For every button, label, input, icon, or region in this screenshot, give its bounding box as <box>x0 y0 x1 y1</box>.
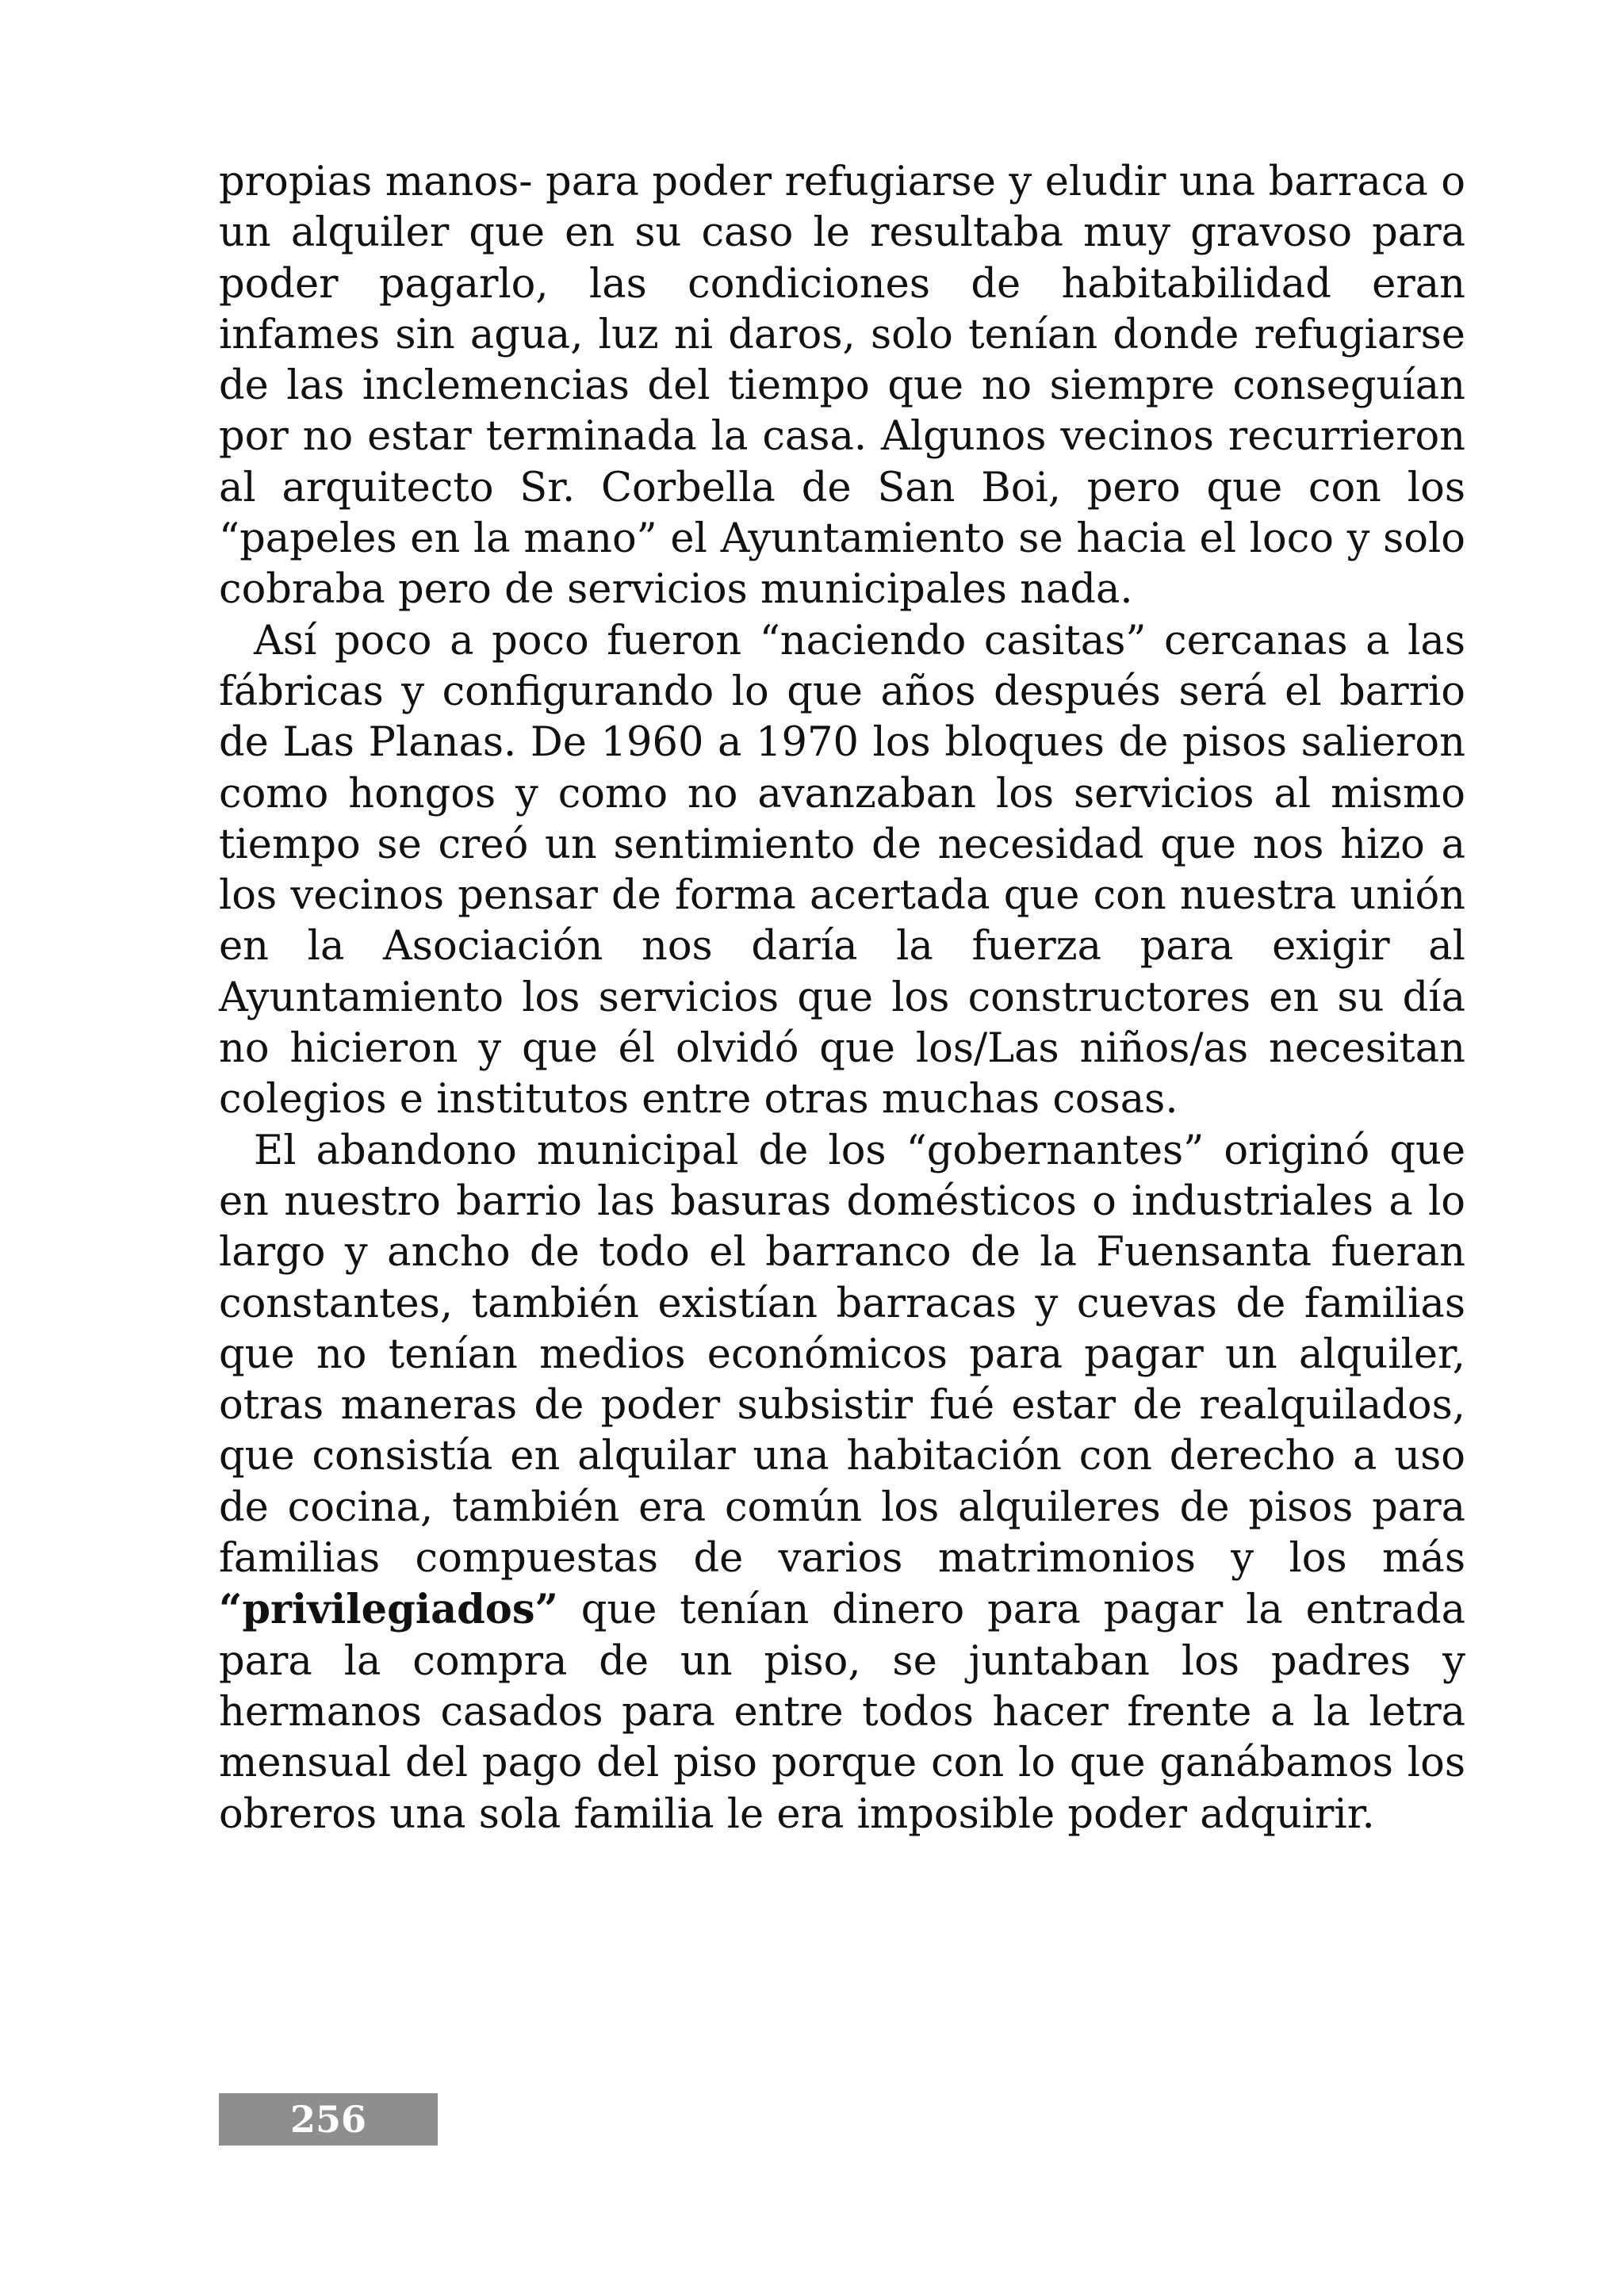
paragraph-2-text: Así poco a poco fueron “naciendo casitas” cercanas a las fábricas y configurando lo que años después será el barrio de Las Planas. De 1960 a 1970 los bloques de pisos salieron como hongos y como no avanzaban los servicios al mismo tiempo se creó un sentimiento de necesidad que nos hizo a los vecinos pensar de forma acertada que con nuestra unión en la Asociación nos daría la fuerza para exigir al Ayuntamiento los servicios que los constructores en su día no hicieron y que él olvidó que los/Las niños/as necesitan colegios e institutos entre otras muchas cosas. <box>219 617 1465 1124</box>
paragraph-3-text-a: El abandono municipal de los “gobernantes” originó que en nuestro barrio las basuras domésticos o industriales a lo largo y ancho de todo el barranco de la Fuensanta fueran constantes, también existían barracas y cuevas de familias que no tenían medios económicos para pagar un alquiler, otras maneras de poder subsistir fué estar de realquilados, que consistía en alquilar una habitación con derecho a uso de cocina, también era común los alquileres de pisos para familias compuestas de varios matrimonios y los más <box>219 1127 1465 1583</box>
paragraph-2 <box>219 616 1465 1126</box>
paragraph-3 <box>219 1126 1465 1840</box>
paragraph-1-text: propias manos- para poder refugiarse y eludir una barraca o un alquiler que en su caso le resultaba muy gravoso para poder pagarlo, las condiciones de habitabilidad eran infames sin agua, luz ni daros, solo tenían donde refugiarse de las inclemencias del tiempo que no siempre conseguían por no estar terminada la casa. Algunos vecinos recurrieron al arquitecto Sr. Corbella de San Boi, pero que con los “papeles en la mano” el Ayuntamiento se hacia el loco y solo cobraba pero de servicios municipales nada. <box>219 159 1465 614</box>
body-text <box>219 157 1465 1840</box>
page-number: 256 <box>219 2093 438 2146</box>
paragraph-1 <box>219 157 1465 616</box>
paragraph-3-bold-term: “privilegiados” <box>219 1586 558 1634</box>
paragraph-3-text-b: que tenían dinero para pagar la entrada para la compra de un piso, se juntaban los padres y hermanos casados para entre todos hacer frente a la letra mensual del pago del piso porque con lo que ganábamos los obreros una sola familia le era imposible poder adquirir. <box>219 1587 1465 1838</box>
